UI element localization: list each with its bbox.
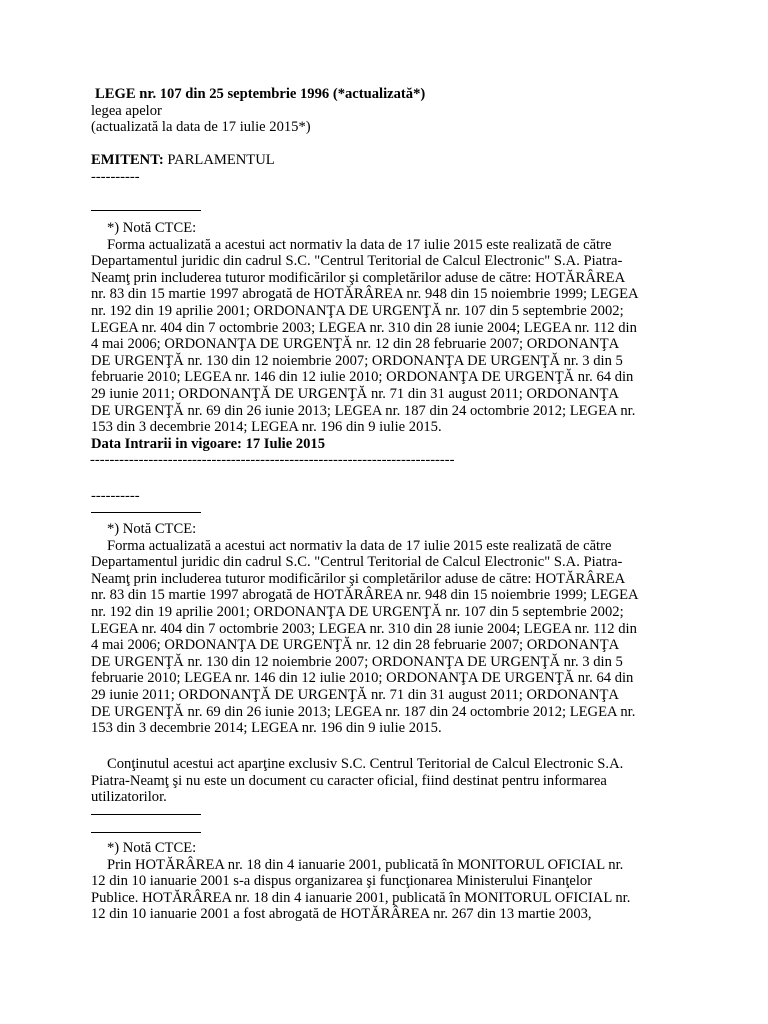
ctce-note-1 xyxy=(91,220,691,469)
ctce-note-3 xyxy=(91,840,691,923)
note-line: nr. 192 din 19 aprilie 2001; ORDONANŢA DE URGENŢĂ nr. 107 din 5 septembrie 2002; xyxy=(91,603,624,620)
note-label: *) Notă CTCE: xyxy=(107,521,197,537)
note-line: Publice. HOTĂRÂREA nr. 18 din 4 ianuarie 2001, publicată în MONITORUL OFICIAL nr. xyxy=(91,889,631,906)
separator-short: ---------- xyxy=(91,488,140,504)
footnote-rule xyxy=(91,512,201,513)
disclaimer-line: utilizatorilor. xyxy=(91,789,167,806)
note-line: februarie 2010; LEGEA nr. 146 din 12 iulie 2010; ORDONANŢA DE URGENŢĂ nr. 64 din xyxy=(91,369,634,386)
note-line: LEGEA nr. 404 din 7 octombrie 2003; LEGEA nr. 310 din 28 iunie 2004; LEGEA nr. 112 din xyxy=(91,319,637,336)
note-line: nr. 83 din 15 martie 1997 abrogată de HOTĂRÂREA nr. 948 din 15 noiembrie 1999; LEGEA xyxy=(91,587,639,604)
footnote-rule xyxy=(91,210,201,211)
note-line: 153 din 3 decembrie 2014; LEGEA nr. 196 din 9 iulie 2015. xyxy=(91,419,442,436)
note-line: 12 din 10 ianuarie 2001 a fost abrogată de HOTĂRÂREA nr. 267 din 13 martie 2003, xyxy=(91,906,592,923)
issuer-label: EMITENT: xyxy=(91,152,164,168)
note-label: *) Notă CTCE: xyxy=(107,220,197,236)
separator-short: ---------- xyxy=(91,168,140,185)
note-line: LEGEA nr. 404 din 7 octombrie 2003; LEGEA nr. 310 din 28 iunie 2004; LEGEA nr. 112 din xyxy=(91,620,637,637)
note-line: Neamţ prin includerea tuturor modificărilor şi completărilor aduse de către: HOTĂRÂREA xyxy=(91,570,626,587)
note-line: Forma actualizată a acestui act normativ la data de 17 iulie 2015 este realizată de către xyxy=(107,236,612,253)
note-line: februarie 2010; LEGEA nr. 146 din 12 iulie 2010; ORDONANŢA DE URGENŢĂ nr. 64 din xyxy=(91,670,634,687)
note-line: 29 iunie 2011; ORDONANŢĂ DE URGENŢĂ nr. 71 din 31 august 2011; ORDONANŢA xyxy=(91,385,619,402)
note-line: 12 din 10 ianuarie 2001 s-a dispus organizarea şi funcţionarea Ministerului Finanţelor xyxy=(91,873,593,890)
disclaimer-line: Conţinutul acestui act aparţine exclusiv S.C. Centrul Teritorial de Calcul Electronic S.A. xyxy=(107,756,624,772)
note-label: *) Notă CTCE: xyxy=(107,840,197,856)
in-force-date: Data Intrarii in vigoare: 17 Iulie 2015 xyxy=(91,435,326,452)
disclaimer-line: Piatra-Neamţ şi nu este un document cu caracter oficial, fiind destinat pentru informarea xyxy=(91,772,607,789)
disclaimer xyxy=(91,756,691,806)
issuer-line xyxy=(91,152,691,185)
update-date: (actualizată la data de 17 iulie 2015*) xyxy=(91,119,311,136)
law-title: LEGE nr. 107 din 25 septembrie 1996 (*actualizată*) xyxy=(95,86,426,102)
note-line: nr. 83 din 15 martie 1997 abrogată de HOTĂRÂREA nr. 948 din 15 noiembrie 1999; LEGEA xyxy=(91,286,639,303)
separator-short-2-wrap xyxy=(91,488,691,505)
issuer-value: PARLAMENTUL xyxy=(167,152,275,168)
note-line: 153 din 3 decembrie 2014; LEGEA nr. 196 din 9 iulie 2015. xyxy=(91,720,442,737)
note-line: nr. 192 din 19 aprilie 2001; ORDONANŢA DE URGENŢĂ nr. 107 din 5 septembrie 2002; xyxy=(91,302,624,319)
law-subtitle: legea apelor xyxy=(91,102,162,119)
footnote-rule xyxy=(91,814,201,815)
ctce-note-2 xyxy=(91,521,691,737)
note-line: DE URGENŢĂ nr. 69 din 26 iunie 2013; LEGEA nr. 187 din 24 octombrie 2012; LEGEA nr. xyxy=(91,703,636,720)
document-header xyxy=(91,86,691,136)
note-line: Departamentul juridic din cadrul S.C. "Centrul Teritorial de Calcul Electronic" S.A. Piatra- xyxy=(91,554,623,571)
note-line: Forma actualizată a acestui act normativ la data de 17 iulie 2015 este realizată de către xyxy=(107,537,612,554)
note-line: DE URGENŢĂ nr. 130 din 12 noiembrie 2007; ORDONANŢA DE URGENŢĂ nr. 3 din 5 xyxy=(91,352,623,369)
note-line: DE URGENŢĂ nr. 130 din 12 noiembrie 2007; ORDONANŢA DE URGENŢĂ nr. 3 din 5 xyxy=(91,653,623,670)
note-line: DE URGENŢĂ nr. 69 din 26 iunie 2013; LEGEA nr. 187 din 24 octombrie 2012; LEGEA nr. xyxy=(91,402,636,419)
note-line: 4 mai 2006; ORDONANŢA DE URGENŢĂ nr. 12 din 28 februarie 2007; ORDONANŢA xyxy=(91,336,620,353)
note-line: Prin HOTĂRÂREA nr. 18 din 4 ianuarie 2001, publicată în MONITORUL OFICIAL nr. xyxy=(107,856,624,873)
note-line: 29 iunie 2011; ORDONANŢĂ DE URGENŢĂ nr. 71 din 31 august 2011; ORDONANŢA xyxy=(91,686,619,703)
footnote-rule xyxy=(91,832,201,833)
note-line: 4 mai 2006; ORDONANŢA DE URGENŢĂ nr. 12 din 28 februarie 2007; ORDONANŢA xyxy=(91,637,620,654)
note-line: Neamţ prin includerea tuturor modificărilor şi completărilor aduse de către: HOTĂRÂREA xyxy=(91,269,626,286)
separator-long: --------------------------------------------------------------------------- xyxy=(90,452,455,469)
note-line: Departamentul juridic din cadrul S.C. "Centrul Teritorial de Calcul Electronic" S.A. Piatra- xyxy=(91,253,623,270)
